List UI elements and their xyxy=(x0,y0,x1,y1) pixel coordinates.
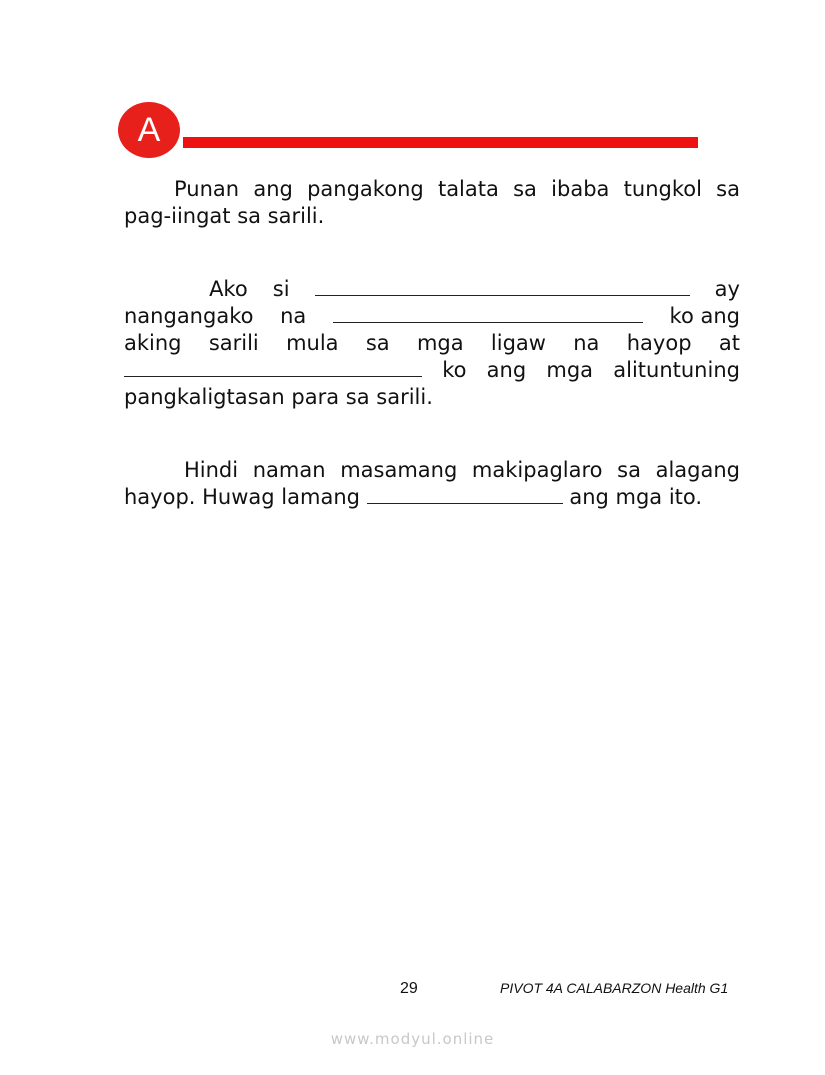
pledge-line-4 xyxy=(124,357,740,384)
pledge-paragraph xyxy=(124,276,740,411)
instruction-paragraph xyxy=(124,176,740,230)
pledge-word: aking xyxy=(124,331,182,355)
pledge-word: si xyxy=(272,277,290,301)
pledge-word: alituntuning xyxy=(613,358,740,382)
closing-line-1 xyxy=(124,457,740,484)
pledge-word: mga xyxy=(546,358,594,382)
pledge-word: ko ang xyxy=(669,304,740,328)
closing-text-2a: hayop. Huwag lamang xyxy=(124,485,360,509)
pledge-word: nangangako xyxy=(124,304,254,328)
pledge-word: sarili xyxy=(208,331,259,355)
pledge-word: Ako xyxy=(209,277,248,301)
closing-line-2 xyxy=(124,484,740,511)
watermark: www.modyul.online xyxy=(330,1030,495,1048)
closing-text-2b: ang mga ito. xyxy=(569,485,703,509)
footer-source: PIVOT 4A CALABARZON Health G1 xyxy=(500,980,729,996)
pledge-line-3 xyxy=(124,330,740,357)
pledge-word: ligaw xyxy=(490,331,546,355)
pledge-word: ko xyxy=(442,358,467,382)
closing-blank[interactable] xyxy=(367,485,563,504)
page-number: 29 xyxy=(400,980,418,997)
closing-paragraph xyxy=(124,457,740,511)
pledge-word: hayop xyxy=(626,331,692,355)
pledge-word: mula xyxy=(286,331,339,355)
pledge-line-2 xyxy=(124,303,740,330)
pledge-word: na xyxy=(573,331,600,355)
name-blank[interactable] xyxy=(315,277,690,296)
instruction-line-1 xyxy=(124,176,740,203)
closing-text-1: Hindi naman masamang makipaglaro sa alagang xyxy=(184,458,740,482)
section-title-bar xyxy=(183,137,698,148)
action-blank[interactable] xyxy=(124,358,422,377)
instruction-text-2: pag-iingat sa sarili. xyxy=(124,204,325,228)
pledge-word: ay xyxy=(714,277,740,301)
instruction-text-1: Punan ang pangakong talata sa ibaba tungkol sa xyxy=(174,177,740,201)
pledge-word: mga xyxy=(416,331,464,355)
pledge-line-1 xyxy=(124,276,740,303)
pledge-word: at xyxy=(718,331,740,355)
promise-blank[interactable] xyxy=(333,304,643,323)
pledge-word: ang xyxy=(486,358,527,382)
pledge-word: na xyxy=(280,304,307,328)
pledge-line-5: pangkaligtasan para sa sarili. xyxy=(124,385,433,409)
pledge-word: sa xyxy=(365,331,390,355)
section-badge: A xyxy=(118,102,180,158)
